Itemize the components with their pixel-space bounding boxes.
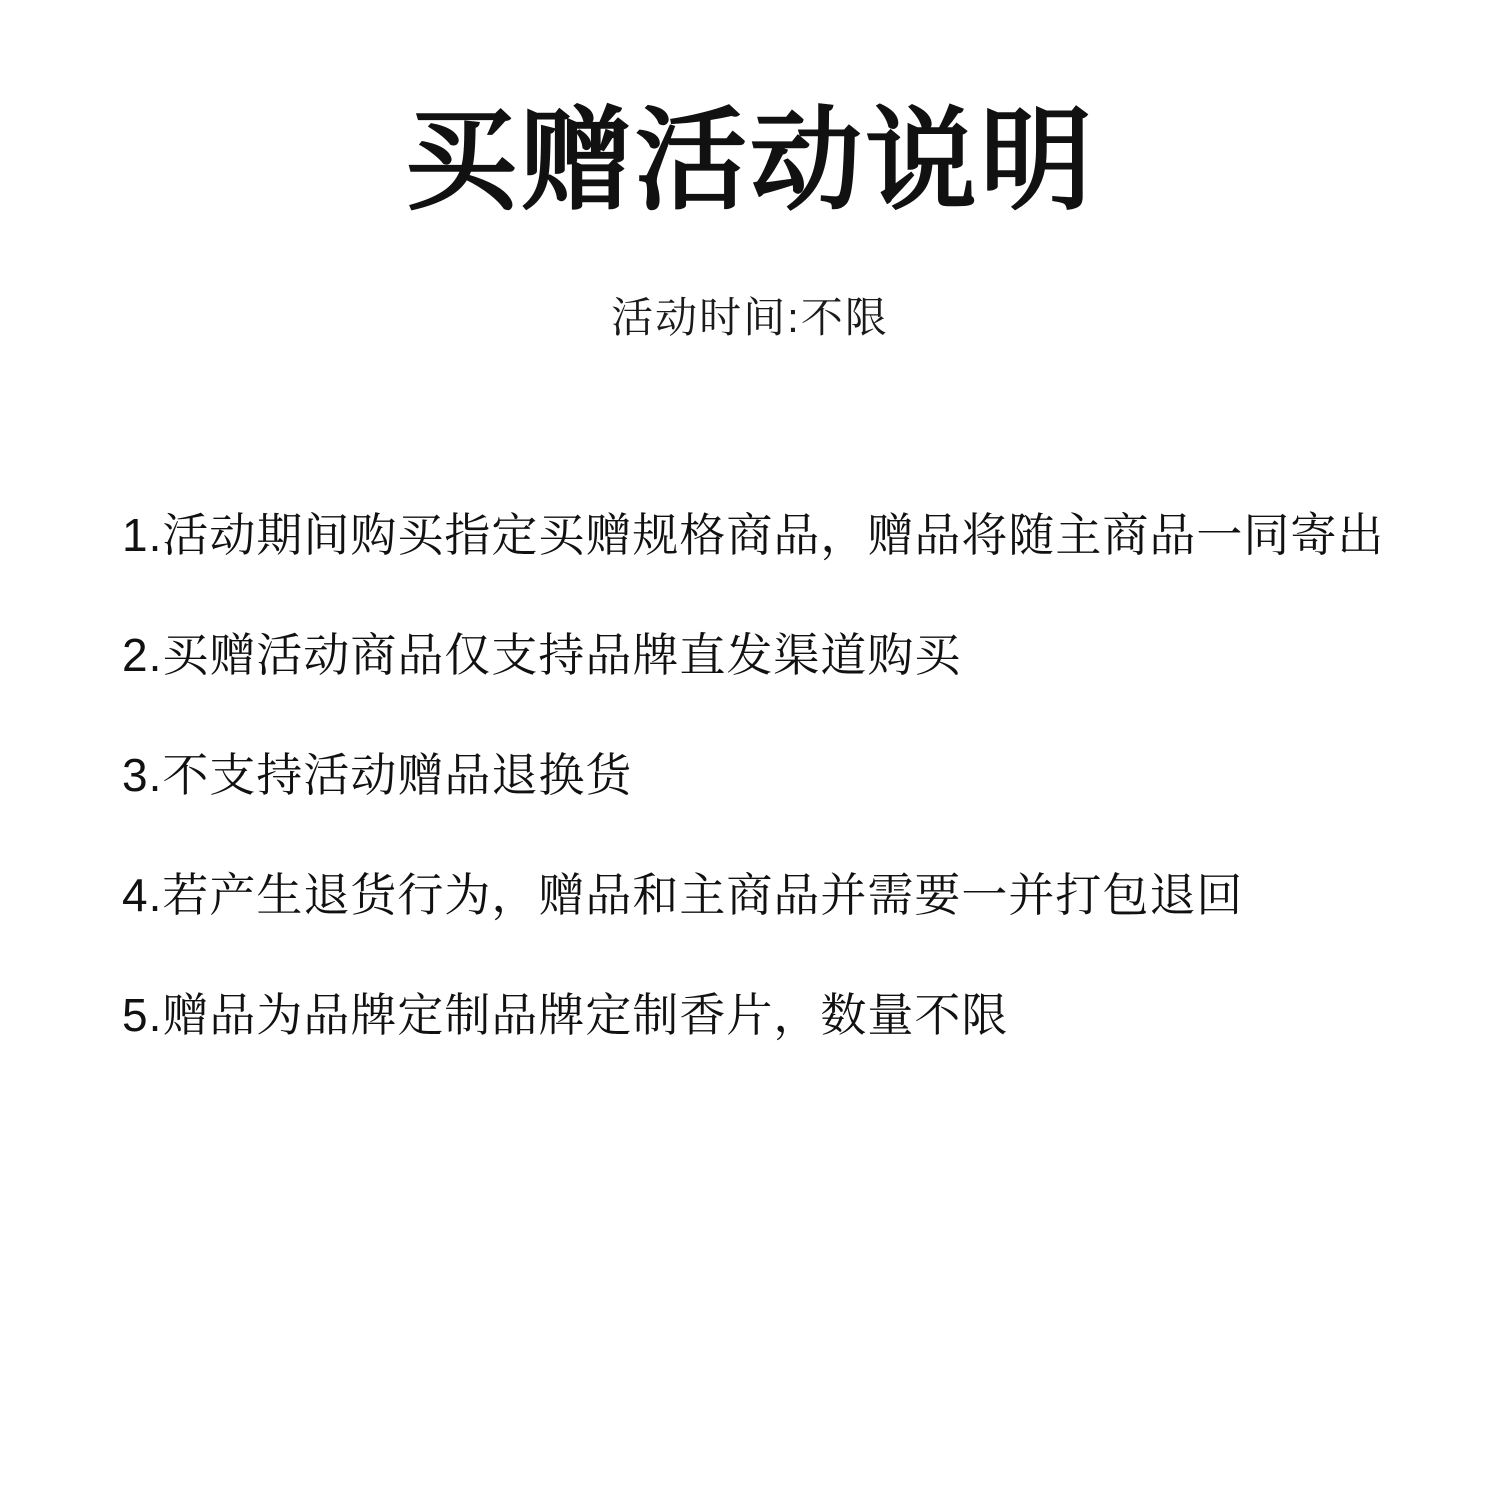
rule-item-2: 2.买赠活动商品仅支持品牌直发渠道购买 bbox=[122, 629, 962, 681]
rule-item-5: 5.赠品为品牌定制品牌定制香片，数量不限 bbox=[122, 989, 1009, 1041]
rules-list bbox=[122, 475, 1420, 1075]
rule-item-3: 3.不支持活动赠品退换货 bbox=[122, 749, 633, 801]
activity-time-subtitle: 活动时间:不限 bbox=[611, 294, 889, 341]
page-title: 买赠活动说明 bbox=[405, 98, 1095, 223]
rule-item-4: 4.若产生退货行为，赠品和主商品并需要一并打包退回 bbox=[122, 869, 1244, 921]
rule-item-1: 1.活动期间购买指定买赠规格商品，赠品将随主商品一同寄出 bbox=[122, 509, 1385, 561]
